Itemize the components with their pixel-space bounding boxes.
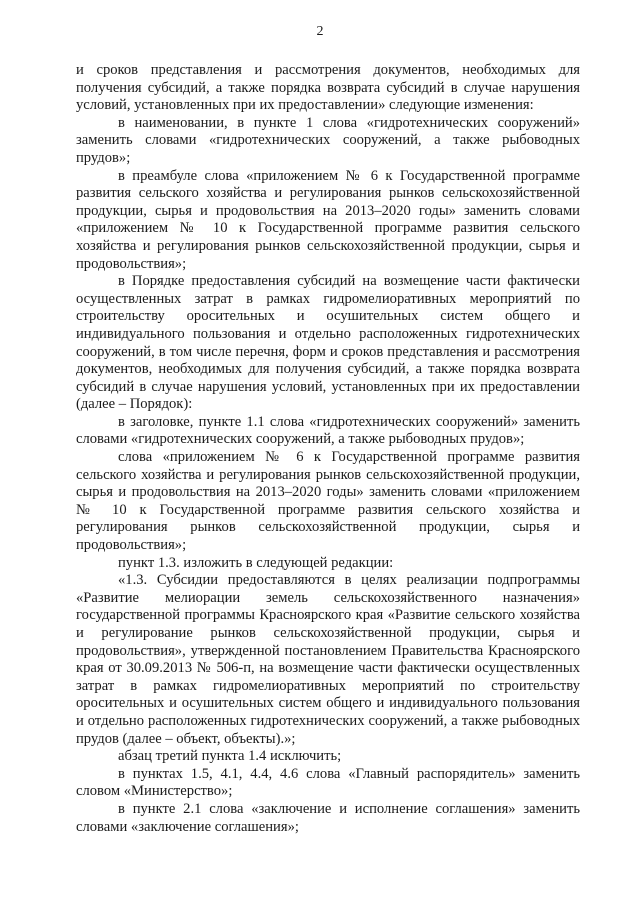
paragraph: абзац третий пункта 1.4 исключить; — [118, 748, 342, 765]
paragraph: в Порядке предоставления субсидий на возмещение части фактически осуществленных затрат в рамках гидромелиоративных мероприятий по строительству оросительных и осушительных систем общего и индивидуального пользования и отдельно расположенных гидротехнических сооружений, в том числе перечня, форм и сроков представления и рассмотрения документов, необходимых для получения субсидий, а также порядка возврата субсидий в случае нарушения условий, установленных при их предоставлении (далее – Порядок): — [76, 273, 580, 413]
paragraph: слова «приложением № 6 к Государственной программе развития сельского хозяйства и регулирования рынков сельскохозяйственной продукции, сырья и продовольствия на 2013–2020 годы» заменить словами «приложением № 10 к Государственной программе развития сельского хозяйства и регулирования рынков сельскохозяйственной продукции, сырья и продовольствия»; — [76, 449, 580, 554]
paragraph: в пунктах 1.5, 4.1, 4.4, 4.6 слова «Главный распорядитель» заменить словом «Министерство»; — [76, 765, 580, 800]
paragraph: в заголовке, пункте 1.1 слова «гидротехнических сооружений» заменить словами «гидротехнических сооружений, а также рыбоводных прудов»; — [76, 413, 580, 448]
document-body — [76, 62, 580, 836]
paragraph: пункт 1.3. изложить в следующей редакции: — [118, 554, 394, 571]
paragraph: и сроков представления и рассмотрения документов, необходимых для получения субсидий, а также порядка возврата субсидий в случае нарушения условий, установленных при их предоставлении» следующие изменения: — [76, 62, 580, 114]
paragraph: в наименовании, в пункте 1 слова «гидротехнических сооружений» заменить словами «гидротехнических сооружений, а также рыбоводных прудов»; — [76, 114, 580, 166]
paragraph: в преамбуле слова «приложением № 6 к Государственной программе развития сельского хозяйства и регулирования рынков сельскохозяйственной продукции, сырья и продовольствия на 2013–2020 годы» заменить словами «приложением № 10 к Государственной программе развития сельского хозяйства и регулирования рынков сельскохозяйственной продукции, сырья и продовольствия»; — [76, 167, 580, 272]
page-number: 2 — [316, 24, 324, 39]
paragraph: «1.3. Субсидии предоставляются в целях реализации подпрограммы «Развитие мелиорации земель сельскохозяйственного назначения» государственной программы Красноярского края «Развитие сельского хозяйства и регулирование рынков сельскохозяйственной продукции, сырья и продовольствия», утвержденной постановлением Правительства Красноярского края от 30.09.2013 № 506-п, на возмещение части фактически осуществленных затрат в рамках гидромелиоративных мероприятий по строительству оросительных и осушительных систем общего и индивидуального пользования и отдельно расположенных гидротехнических сооружений, а также рыбоводных прудов (далее – объект, объекты).»; — [76, 572, 580, 747]
paragraph: в пункте 2.1 слова «заключение и исполнение соглашения» заменить словами «заключение соглашения»; — [76, 800, 580, 835]
